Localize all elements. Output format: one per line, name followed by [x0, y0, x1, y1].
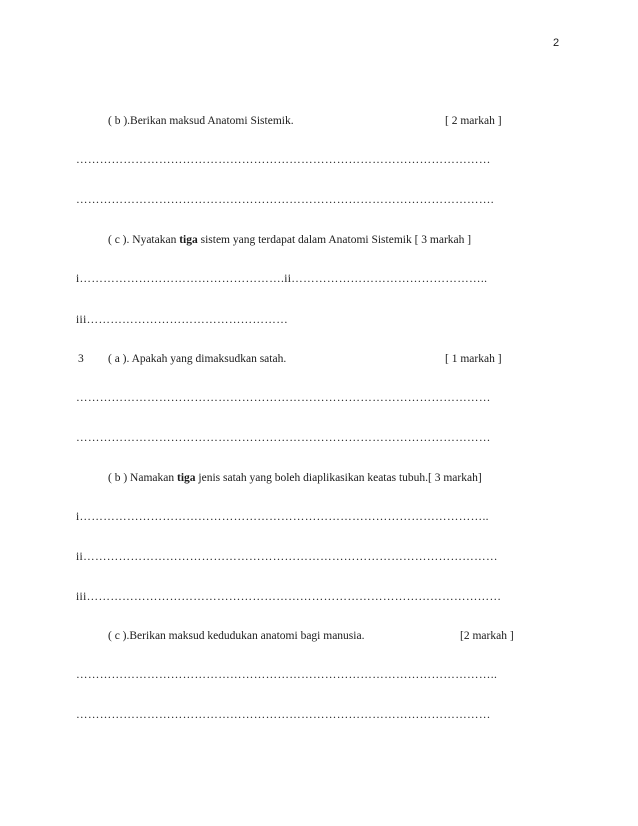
answer-line-3c-2: …………………………………………………………………………………………… [76, 709, 491, 721]
answer-line-2c-i-ii: i…………………………………………….ii………………………………………….. [76, 273, 488, 285]
answer-line-3c-1: …………………………………………………………………………………………….. [76, 669, 498, 681]
question-3a-marks: [ 1 markah ] [445, 353, 502, 365]
answer-line-3b-iii: iii…………………………………………………………………………………………… [76, 591, 502, 603]
page-number: 2 [553, 37, 560, 49]
answer-line-3a-2: …………………………………………………………………………………………… [76, 432, 491, 444]
answer-line-2b-1: …………………………………………………………………………………………… [76, 154, 491, 166]
question-3b-prefix: ( b ) Namakan [108, 472, 177, 484]
question-2c-suffix: sistem yang terdapat dalam Anatomi Sistemik [ 3 markah ] [197, 234, 472, 246]
question-3-number: 3 [78, 353, 84, 365]
question-2b-text: ( b ).Berikan maksud Anatomi Sistemik. [108, 115, 294, 127]
question-2c-prefix: ( c ). Nyatakan [108, 234, 180, 246]
question-3b-suffix: jenis satah yang boleh diaplikasikan keatas tubuh.[ 3 markah] [195, 472, 482, 484]
question-3b-text [108, 471, 482, 485]
answer-line-3b-ii: ii…………………………………………………………………………………………… [76, 551, 498, 563]
answer-line-3a-1: …………………………………………………………………………………………… [76, 392, 491, 404]
question-3c-marks: [2 markah ] [460, 630, 514, 642]
question-2c-text [108, 233, 471, 247]
question-3b-bold: tiga [176, 472, 196, 484]
question-2b-marks: [ 2 markah ] [445, 115, 502, 127]
answer-line-2b-2: ……………………………………………………………………………………………. [76, 194, 494, 206]
question-3c-text: ( c ).Berikan maksud kedudukan anatomi bagi manusia. [108, 630, 365, 642]
question-2c-bold: tiga [179, 234, 198, 246]
answer-line-2c-iii: iii…………………………………………… [76, 314, 289, 326]
answer-line-3b-i: i………………………………………………………………………………………….. [76, 511, 489, 523]
question-3a-text: ( a ). Apakah yang dimaksudkan satah. [108, 353, 287, 365]
